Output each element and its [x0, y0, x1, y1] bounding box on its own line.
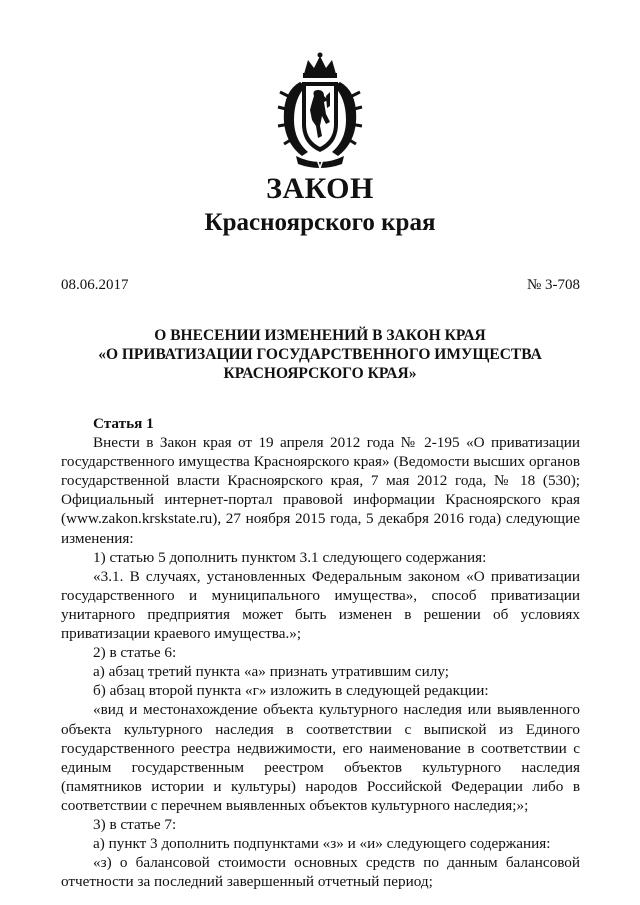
law-body — [61, 414, 580, 891]
document-title: ЗАКОН — [266, 172, 374, 205]
paragraph: 3) в статье 7: — [93, 815, 177, 833]
law-heading-line: «О ПРИВАТИЗАЦИИ ГОСУДАРСТВЕННОГО ИМУЩЕСТВА — [98, 346, 542, 363]
law-heading-line: О ВНЕСЕНИИ ИЗМЕНЕНИЙ В ЗАКОН КРАЯ — [154, 327, 486, 344]
document-number: № 3-708 — [526, 277, 580, 293]
paragraph: «з) о балансовой стоимости основных средств по данным балансовой отчетности за последний завершенный отчетный период; — [61, 854, 580, 891]
paragraph: «вид и местонахождение объекта культурного наследия или выявленного объекта культурного наследия в соответствии с выпиской из Единого государственного реестра недвижимости, его наименование в соответствии с единым государственным реестром объектов культурного наследия (памятников истории и культуры) народов Российской Федерации либо в соответствии с перечнем выявленных объектов культурного наследия;»; — [61, 701, 580, 814]
paragraph: Внести в Закон края от 19 апреля 2012 года № 2-195 «О приватизации государственного имущества Красноярского края» (Ведомости высших органов государственной власти Красноярского края, 7 мая 2012 года, № 18 (530); Официальный интернет-портал правовой информации Красноярского края (www.zakon.krskstate.ru), 27 ноября 2015 года, 5 декабря 2016 года) следующие изменения: — [61, 434, 580, 547]
paragraph: 1) статью 5 дополнить пунктом 3.1 следующего содержания: — [93, 548, 487, 566]
paragraph: 2) в статье 6: — [93, 644, 177, 662]
paragraph: а) абзац третий пункта «а» признать утратившим силу; — [93, 663, 449, 681]
paragraph: «3.1. В случаях, установленных Федеральным законом «О приватизации государственного и муниципального имущества», способ приватизации унитарного предприятия может быть изменен в решении об условиях приватизации краевого имущества.»; — [61, 567, 580, 643]
law-heading-line: КРАСНОЯРСКОГО КРАЯ» — [223, 365, 417, 382]
article-title: Статья 1 — [93, 415, 154, 432]
document-subtitle: Красноярского края — [204, 209, 436, 236]
paragraph: б) абзац второй пункта «г» изложить в следующей редакции: — [93, 682, 489, 700]
coat-of-arms-icon — [272, 52, 368, 170]
document-date: 08.06.2017 — [61, 277, 129, 293]
law-heading — [60, 326, 580, 383]
paragraph: а) пункт 3 дополнить подпунктами «з» и «и» следующего содержания: — [93, 835, 551, 853]
